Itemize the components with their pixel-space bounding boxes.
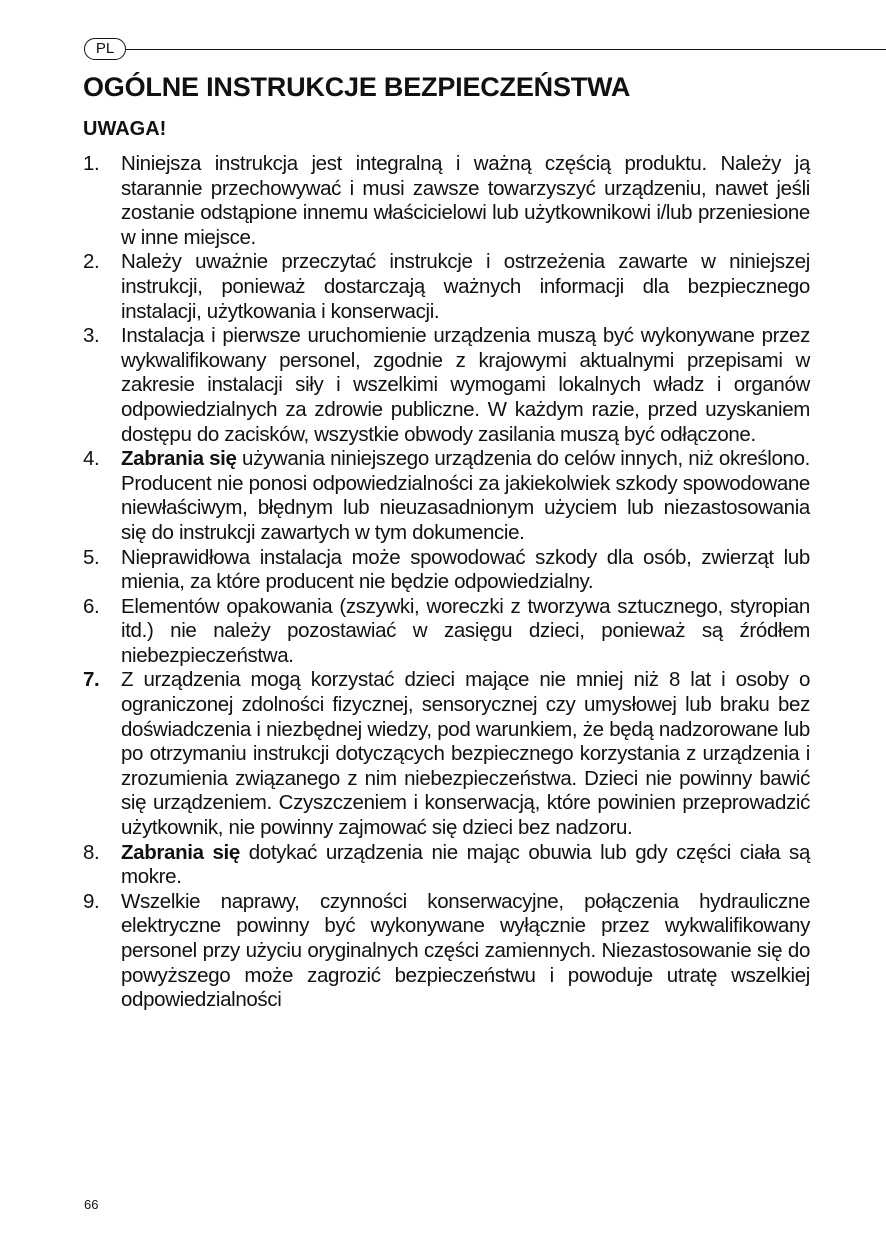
item-number: 1. (83, 152, 100, 175)
safety-instructions-list (83, 152, 810, 1013)
item-text: używania niniejszego urządzenia do celów innych, niż określono. Producent nie ponosi odpowiedzialności za jakiekolwiek szkody spowodowane niewłaściwym, błędnym lub nieuzasadnionym użyciem lub niezastosowania się do instrukcji zawartych w tym dokumencie. (121, 447, 810, 544)
item-number: 3. (83, 324, 100, 348)
item-text: Należy uważnie przeczytać instrukcje i ostrzeżenia zawarte w niniejszej instrukcji, ponieważ dostarczają ważnych informacji dla bezpiecznego instalacji, użytkowania i konserwacji. (121, 250, 810, 323)
instruction-item-2 (83, 250, 810, 324)
item-text: Instalacja i pierwsze uruchomienie urządzenia muszą być wykonywane przez wykwalifikowany personel, zgodnie z krajowymi aktualnymi przepisami w zakresie instalacji siły i wszelkimi wymogami lokalnych władz i organów odpowiedzialnych za zdrowie publiczne. W każdym razie, przed uzyskaniem dostępu do zacisków, wszystkie obwody zasilania muszą być odłączone. (121, 324, 810, 446)
item-number: 7. (83, 668, 100, 692)
item-text: Nieprawidłowa instalacja może spowodować szkody dla osób, zwierząt lub mienia, za które producent nie będzie odpowiedzialny. (121, 545, 810, 594)
instruction-item-8 (83, 841, 810, 890)
item-number: 6. (83, 594, 100, 618)
instruction-item-1 (83, 152, 810, 250)
item-text: Wszelkie naprawy, czynności konserwacyjne, połączenia hydrauliczne elektryczne powinny być wykonywane wyłącznie przez wykwalifikowany personel przy użyciu oryginalnych części zamiennych. Niezastosowanie się do powyższego może zagrozić bezpieczeństwu i powoduje utratę wszelkiej odpowiedzialności (121, 889, 810, 1012)
item-number: 8. (83, 840, 100, 864)
item-text: Elementów opakowania (zszywki, woreczki z tworzywa sztucznego, styropian itd.) nie należy pozostawiać w zasięgu dzieci, ponieważ są źródłem niebezpieczeństwa. (121, 594, 810, 667)
instruction-item-4 (83, 447, 810, 545)
instruction-item-3 (83, 324, 810, 447)
instruction-item-6 (83, 595, 810, 669)
item-number: 4. (83, 447, 100, 471)
warning-heading: UWAGA! (83, 118, 167, 140)
language-badge: PL (84, 38, 126, 60)
page-number: 66 (84, 1197, 99, 1212)
item-text: dotykać urządzenia nie mając obuwia lub gdy części ciała są mokre. (121, 840, 810, 889)
item-text: Niniejsza instrukcja jest integralną i ważną częścią produktu. Należy ją starannie przechowywać i musi zawsze towarzyszyć urządzeniu, nawet jeśli zostanie odstąpione innemu właścicielowi lub użytkownikowi i/lub przeniesione w inne miejsce. (121, 152, 810, 249)
item-lead-bold: Zabrania się (121, 840, 240, 864)
item-text: Z urządzenia mogą korzystać dzieci mające nie mniej niż 8 lat i osoby o ograniczonej zdolności fizycznej, sensorycznej czy umysłowej lub braku bez doświadczenia i niezbędnej wiedzy, pod warunkiem, że będą nadzorowane lub po otrzymaniu instrukcji dotyczących bezpiecznego korzystania z urządzenia i zrozumienia związanego z nim niebezpieczeństwa. Dzieci nie powinny bawić się urządzeniem. Czyszczeniem i konserwacją, które powinien przeprowadzić użytkownik, nie powinny zajmować się dzieci bez nadzoru. (121, 668, 810, 840)
page-title: OGÓLNE INSTRUKCJE BEZPIECZEŃSTWA (83, 72, 631, 102)
item-number: 5. (83, 545, 100, 569)
instruction-item-9 (83, 890, 810, 1013)
item-number: 9. (83, 889, 100, 913)
header-rule (126, 49, 886, 50)
instruction-item-5 (83, 546, 810, 595)
item-lead-bold: Zabrania się (121, 447, 237, 471)
item-number: 2. (83, 250, 100, 274)
instruction-item-7 (83, 668, 810, 840)
